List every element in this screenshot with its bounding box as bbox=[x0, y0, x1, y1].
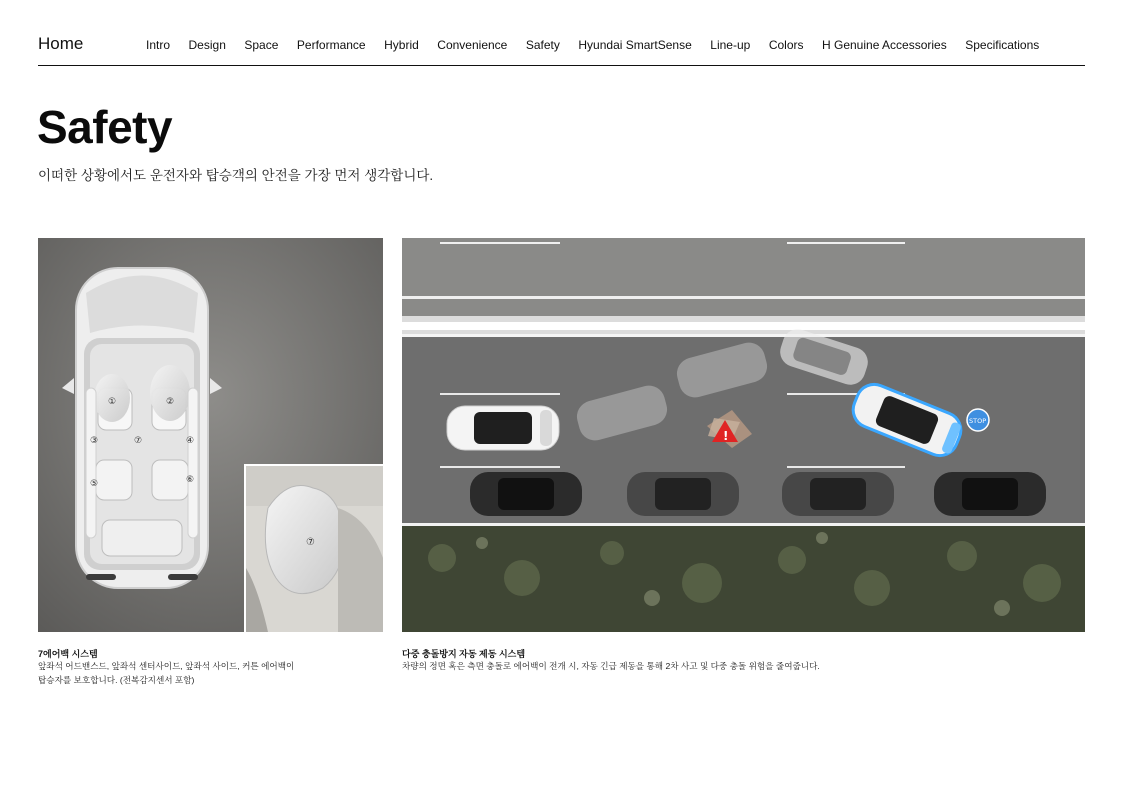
dark-car-1 bbox=[470, 472, 582, 516]
collision-caption-title: 다중 충돌방지 자동 제동 시스템 bbox=[402, 649, 526, 659]
nav-item-lineup[interactable]: Line-up bbox=[710, 38, 751, 52]
collision-caption-line1: 차량의 정면 혹은 측면 충돌로 에어백이 전개 시, 자동 긴급 제동을 통해 2차 사고 및 다중 충돌 위험을 줄여줍니다. bbox=[402, 661, 820, 671]
dark-car-2 bbox=[627, 472, 739, 516]
page-title: Safety bbox=[37, 101, 173, 153]
airbag-label-2: ② bbox=[166, 397, 175, 407]
page-subtitle: 이떠한 상황에서도 운전자와 탑승객의 안전을 가장 먼저 생각합니다. bbox=[38, 168, 434, 183]
nav-menu bbox=[146, 38, 1058, 52]
airbag-image bbox=[38, 238, 383, 632]
nav-item-performance[interactable]: Performance bbox=[296, 38, 366, 52]
airbag-illustration bbox=[38, 238, 383, 632]
airbag-label-5: ⑤ bbox=[90, 479, 99, 489]
white-car-left bbox=[447, 406, 559, 450]
nav-item-intro[interactable]: Intro bbox=[146, 38, 171, 52]
svg-text:!: ! bbox=[723, 429, 729, 443]
collision-illustration bbox=[402, 238, 1085, 632]
airbag-caption-title: 7에어백 시스템 bbox=[38, 649, 98, 659]
nav-item-convenience[interactable]: Convenience bbox=[437, 38, 508, 52]
nav-item-space[interactable]: Space bbox=[244, 38, 279, 52]
nav-item-smartsense[interactable]: Hyundai SmartSense bbox=[578, 38, 692, 52]
dark-car-3 bbox=[782, 472, 894, 516]
stop-icon bbox=[967, 409, 989, 431]
center-airbag-inset bbox=[244, 464, 383, 632]
airbag-label-1: ① bbox=[108, 397, 117, 407]
top-navigation bbox=[38, 28, 1085, 66]
collision-image bbox=[402, 238, 1085, 632]
nav-item-safety[interactable]: Safety bbox=[525, 38, 560, 52]
nav-home-link[interactable]: Home bbox=[38, 34, 84, 53]
stop-label: STOP bbox=[969, 417, 987, 425]
airbag-label-3: ③ bbox=[90, 436, 99, 446]
inset-airbag-label: ⑦ bbox=[306, 537, 315, 548]
nav-item-specifications[interactable]: Specifications bbox=[965, 38, 1040, 52]
airbag-label-4: ④ bbox=[186, 436, 195, 446]
nav-item-design[interactable]: Design bbox=[188, 38, 226, 52]
airbag-caption-line2: 탑승자를 보호합니다. (전복감지센서 포함) bbox=[38, 675, 195, 685]
car-top-view bbox=[62, 268, 222, 588]
nav-item-hybrid[interactable]: Hybrid bbox=[384, 38, 419, 52]
dark-car-4 bbox=[934, 472, 1046, 516]
nav-item-accessories[interactable]: H Genuine Accessories bbox=[822, 38, 947, 52]
airbag-caption-line1: 앞좌석 어드밴스드, 앞좌석 센터사이드, 앞좌석 사이드, 커튼 에어백이 bbox=[38, 661, 295, 671]
airbag-label-6: ⑥ bbox=[186, 475, 195, 485]
nav-item-colors[interactable]: Colors bbox=[768, 38, 804, 52]
airbag-label-7: ⑦ bbox=[134, 436, 143, 446]
